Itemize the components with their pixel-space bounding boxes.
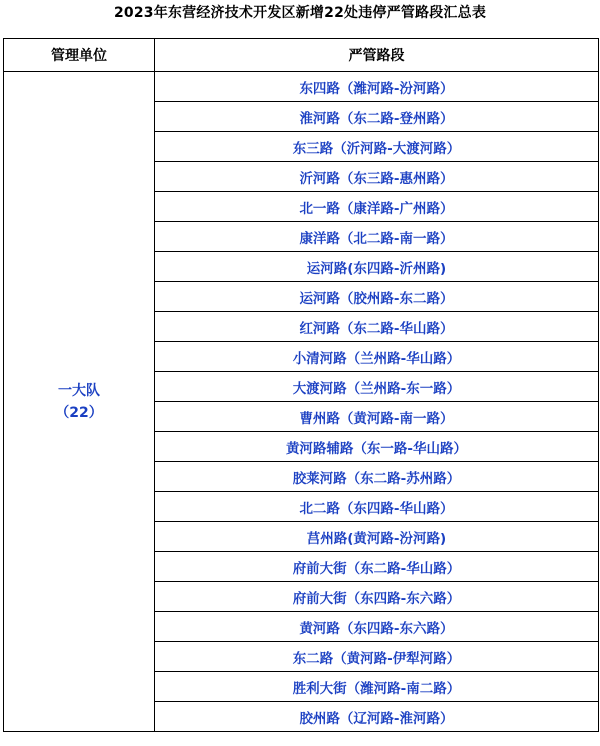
road-segment-cell: 胶州路（辽河路-淮河路） [155, 702, 599, 732]
road-segment-cell: 曹州路（黄河路-南一路） [155, 402, 599, 432]
unit-count: （22） [55, 404, 103, 421]
road-segment-cell: 运河路（胶州路-东二路） [155, 282, 599, 312]
road-segment-cell: 东二路（黄河路-伊犁河路） [155, 642, 599, 672]
road-segment-cell: 沂河路（东三路-惠州路） [155, 162, 599, 192]
road-segment-cell: 北一路（康洋路-广州路） [155, 192, 599, 222]
road-segment-cell: 北二路（东四路-华山路） [155, 492, 599, 522]
road-segment-cell: 黄河路辅路（东一路-华山路） [155, 432, 599, 462]
header-management-unit: 管理单位 [4, 39, 155, 72]
road-segment-cell: 胜利大街（潍河路-南二路） [155, 672, 599, 702]
header-strict-sections: 严管路段 [155, 39, 599, 72]
road-segment-cell: 大渡河路（兰州路-东一路） [155, 372, 599, 402]
page-title: 2023年东营经济技术开发区新增22处违停严管路段汇总表 [113, 5, 487, 21]
road-segment-cell: 黄河路（东四路-东六路） [155, 612, 599, 642]
table-header-row [4, 39, 599, 72]
table-body [4, 72, 599, 732]
road-segment-cell: 莒州路(黄河路-汾河路) [155, 522, 599, 552]
road-segment-cell: 府前大街（东四路-东六路） [155, 582, 599, 612]
road-segment-cell: 东三路（沂河路-大渡河路） [155, 132, 599, 162]
road-segment-cell: 小清河路（兰州路-华山路） [155, 342, 599, 372]
summary-table [3, 38, 599, 732]
road-segment-cell: 运河路(东四路-沂州路) [155, 252, 599, 282]
table-row [4, 72, 599, 102]
road-segment-cell: 府前大街（东二路-华山路） [155, 552, 599, 582]
road-segment-cell: 东四路（潍河路-汾河路） [155, 72, 599, 102]
road-segment-cell: 康洋路（北二路-南一路） [155, 222, 599, 252]
management-unit-cell [4, 72, 155, 732]
unit-name: 一大队 [58, 382, 100, 399]
road-segment-cell: 红河路（东二路-华山路） [155, 312, 599, 342]
road-segment-cell: 淮河路（东二路-登州路） [155, 102, 599, 132]
road-segment-cell: 胶莱河路（东二路-苏州路） [155, 462, 599, 492]
